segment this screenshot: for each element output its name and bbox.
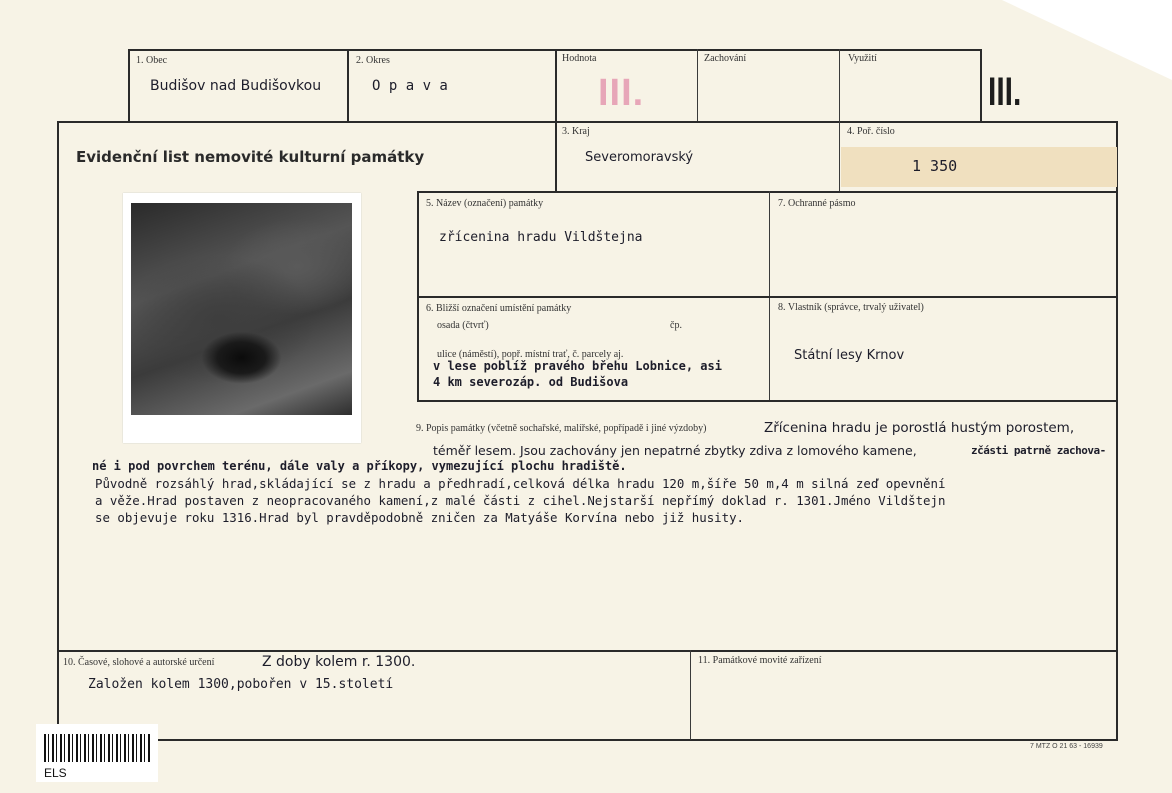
- kraj-left-border: [555, 121, 557, 192]
- obec-label: 1. Obec: [136, 55, 168, 66]
- hodnota-value: III.: [598, 72, 645, 114]
- bottom-row-top: [57, 650, 1118, 652]
- casove-label: 10. Časové, slohové a autorské určení: [63, 657, 215, 668]
- barcode-label: ELS: [44, 766, 67, 780]
- osada-label: osada (čtvrť): [437, 320, 489, 331]
- main-left-border: [57, 121, 59, 740]
- popis-line-6: se objevuje roku 1316.Hrad byl pravděpodobně zničen za Matyáše Korvína nebo již husity.: [95, 510, 745, 525]
- barcode-sticker: [36, 724, 158, 782]
- okres-label: 2. Okres: [356, 55, 390, 66]
- category-mark: III.: [988, 70, 1022, 114]
- grid-row-divider: [417, 296, 1117, 298]
- popis-line-2b: zčásti patrně zachova-: [971, 444, 1106, 457]
- zachovani-label: Zachování: [704, 53, 747, 64]
- header-divider-1: [347, 49, 349, 121]
- hodnota-label: Hodnota: [562, 53, 597, 64]
- umisteni-line-1: v lese poblíž pravého břehu Lobnice, asi: [433, 359, 722, 373]
- form-title: Evidenční list nemovité kulturní památky: [76, 148, 425, 166]
- por-cislo-highlight: [841, 147, 1117, 187]
- cp-label: čp.: [670, 320, 682, 331]
- nazev-value: zřícenina hradu Vildštejna: [439, 230, 643, 245]
- ochranne-pasmo-label: 7. Ochranné pásmo: [778, 198, 856, 209]
- header-divider-3: [697, 49, 698, 121]
- print-code: 7 MTZ O 21 63 - 16939: [1030, 743, 1103, 750]
- cut-corner: [1002, 0, 1172, 80]
- kraj-label: 3. Kraj: [562, 126, 590, 137]
- por-cislo-value: 1 350: [912, 157, 958, 175]
- popis-line-5: a věže.Hrad postaven z neopracovaného kamení,z malé části z cihel.Nejstarší nepřímý doklad r. 1301.Jméno Vildštejn: [95, 493, 946, 508]
- vlastnik-label: 8. Vlastník (správce, trvalý uživatel): [778, 302, 924, 313]
- popis-line-1: Zřícenina hradu je porostlá hustým porostem,: [764, 420, 1075, 436]
- popis-label: 9. Popis památky (včetně sochařské, malířské, popřípadě i jiné výzdoby): [416, 423, 707, 434]
- obec-value: Budišov nad Budišovkou: [150, 78, 322, 94]
- popis-line-3: né i pod povrchem terénu, dále valy a příkopy, vymezující plochu hradiště.: [92, 459, 627, 473]
- okres-value: O p a v a: [372, 78, 448, 94]
- header-divider-4: [839, 49, 840, 121]
- ulice-label: ulice (náměstí), popř. místní trať, č. parcely aj.: [437, 349, 624, 360]
- vyuziti-label: Využití: [848, 53, 877, 64]
- popis-line-2a: téměř lesem. Jsou zachovány jen nepatrné zbytky zdiva z lomového kamene,: [433, 443, 917, 458]
- casove-value-1: Z doby kolem r. 1300.: [262, 654, 416, 670]
- nazev-label: 5. Název (označení) památky: [426, 198, 544, 209]
- header-divider-2: [555, 49, 557, 121]
- movite-label: 11. Památkové movité zařízení: [698, 655, 822, 666]
- barcode-bars: [44, 734, 152, 762]
- main-right-border: [1116, 121, 1118, 740]
- umisteni-label: 6. Bližší označení umístění památky: [426, 303, 572, 314]
- header-left-border: [128, 49, 130, 121]
- grid-top: [417, 191, 1117, 193]
- casove-value-2: Založen kolem 1300,pobořen v 15.století: [88, 677, 394, 692]
- kraj-right-border: [839, 121, 840, 192]
- grid-bottom: [417, 400, 1117, 402]
- popis-line-4: Původně rozsáhlý hrad,skládající se z hradu a předhradí,celková délka hradu 120 m,šíře 50 m,4 m silná zeď opevnění: [95, 476, 946, 491]
- main-top-border: [57, 121, 1118, 123]
- por-cislo-label: 4. Poř. číslo: [847, 126, 895, 137]
- monument-photo: [123, 193, 361, 443]
- ruin-image: [131, 203, 352, 415]
- vlastnik-value: Státní lesy Krnov: [794, 348, 905, 363]
- bottom-row-divider: [690, 650, 691, 740]
- umisteni-line-2: 4 km severozáp. od Budišova: [433, 375, 629, 389]
- kraj-value: Severomoravský: [585, 150, 694, 165]
- main-bottom-border: [57, 739, 1118, 741]
- header-right-border: [980, 49, 982, 121]
